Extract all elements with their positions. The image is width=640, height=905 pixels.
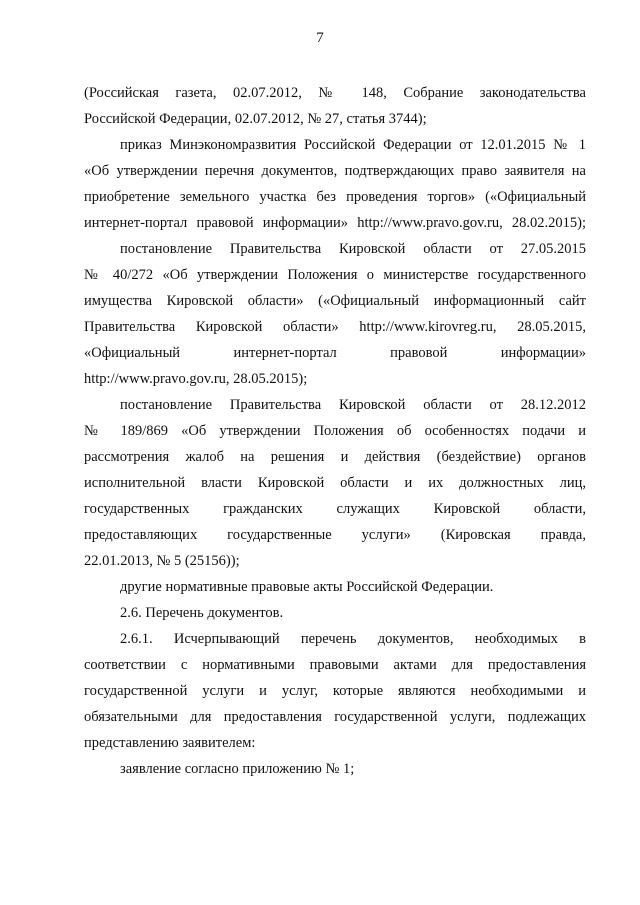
page-number: 7	[316, 30, 324, 46]
text-line: имущества Кировской области» («Официальный информационный сайт	[84, 293, 586, 309]
text-line: 2.6.1. Исчерпывающий перечень документов, необходимых в	[120, 631, 586, 647]
text-line: представлению заявителем:	[84, 735, 256, 751]
text-line: обязательными для предоставления государственной услуги, подлежащих	[84, 709, 586, 725]
text-line: предоставляющих государственные услуги» (Кировская правда,	[84, 527, 586, 543]
text-line: приобретение земельного участка без проведения торгов» («Официальный	[84, 189, 586, 205]
text-line: заявление согласно приложению № 1;	[120, 761, 355, 777]
text-line: государственных гражданских служащих Кировской области,	[84, 501, 586, 517]
text-line: 22.01.2013, № 5 (25156));	[84, 553, 240, 569]
text-line: http://www.pravo.gov.ru, 28.05.2015);	[84, 371, 308, 387]
text-line: интернет-портал правовой информации» http://www.pravo.gov.ru, 28.02.2015);	[84, 215, 586, 231]
text-line: «Об утверждении перечня документов, подтверждающих право заявителя на	[84, 163, 586, 179]
text-line: Правительства Кировской области» http://www.kirovreg.ru, 28.05.2015,	[84, 319, 586, 335]
text-line: государственной услуги и услуг, которые являются необходимыми и	[84, 683, 586, 699]
text-line: соответствии с нормативными правовыми актами для предоставления	[84, 657, 586, 673]
text-line: рассмотрения жалоб на решения и действия (бездействие) органов	[84, 449, 586, 465]
document-body	[84, 80, 586, 782]
text-line: № 189/869 «Об утверждении Положения об особенностях подачи и	[84, 423, 586, 439]
text-line: другие нормативные правовые акты Российской Федерации.	[120, 579, 494, 595]
text-line: № 40/272 «Об утверждении Положения о министерстве государственного	[84, 267, 586, 283]
section-heading: 2.6. Перечень документов.	[120, 605, 284, 621]
text-line: (Российская газета, 02.07.2012, № 148, Собрание законодательства	[84, 85, 586, 101]
text-line: приказ Минэкономразвития Российской Федерации от 12.01.2015 № 1	[120, 137, 586, 153]
text-line: постановление Правительства Кировской области от 27.05.2015	[120, 241, 586, 257]
text-line: постановление Правительства Кировской области от 28.12.2012	[120, 397, 586, 413]
text-line: исполнительной власти Кировской области и их должностных лиц,	[84, 475, 586, 491]
text-line: «Официальный интернет-портал правовой информации»	[84, 345, 586, 361]
text-line: Российской Федерации, 02.07.2012, № 27, статья 3744);	[84, 111, 427, 127]
